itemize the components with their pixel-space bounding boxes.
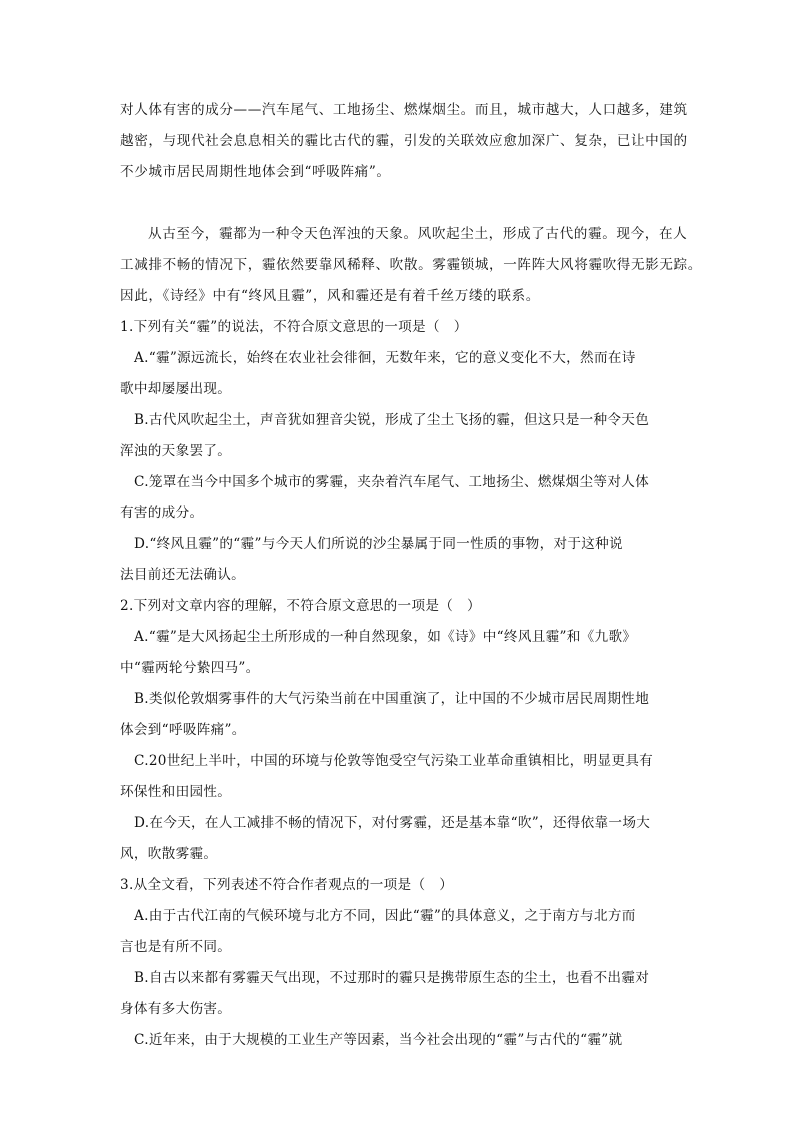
option-b-continued: 体会到“呼吸阵痛”。 <box>120 722 246 738</box>
option-a: A.“霾”源远流长，始终在农业社会徘徊，无数年来，它的意义变化不大，然而在诗 <box>134 350 636 366</box>
option-c: C.20世纪上半叶，中国的环境与伦敦等饱受空气污染工业革命重镇相比，明显更具有 <box>134 753 654 769</box>
option-d-continued: 风，吹散雾霾。 <box>120 846 218 862</box>
option-c-continued: 环保性和田园性。 <box>120 784 232 800</box>
option-b-continued: 浑浊的天象罢了。 <box>120 443 232 459</box>
passage-line: 从古至今，霾都为一种令天色浑浊的天象。风吹起尘土，形成了古代的霾。现今，在人 <box>148 226 688 242</box>
option-d: D.在今天，在人工减排不畅的情况下，对付雾霾，还是基本靠“吹”，还得依靠一场大 <box>134 815 651 831</box>
passage-line: 不少城市居民周期性地体会到“呼吸阵痛”。 <box>120 164 391 180</box>
option-c-continued: 有害的成分。 <box>120 505 204 521</box>
option-b: B.自古以来都有雾霾天气出现，不过那时的霾只是携带原生态的尘土，也看不出霾对 <box>134 970 650 986</box>
passage-line: 对人体有害的成分——汽车尾气、工地扬尘、燃煤烟尘。而且，城市越大，人口越多，建筑 <box>120 102 688 118</box>
option-a: A.“霾”是大风扬起尘土所形成的一种自然现象，如《诗》中“终风且霾”和《九歌》 <box>134 629 637 645</box>
option-a: A.由于古代江南的气候环境与北方不同，因此“霾”的具体意义，之于南方与北方而 <box>134 908 636 924</box>
option-a-continued: 歌中却屡屡出现。 <box>120 381 232 397</box>
option-d-continued: 法目前还无法确认。 <box>120 567 246 583</box>
passage-line: 因此，《诗经》中有“终风且霾”，风和霾还是有着千丝万缕的联系。 <box>120 288 540 304</box>
option-b: B.古代风吹起尘土，声音犹如狸音尖锐，形成了尘土飞扬的霾，但这只是一种令天色 <box>134 412 650 428</box>
option-c: C.笼罩在当今中国多个城市的雾霾，夹杂着汽车尾气、工地扬尘、燃煤烟尘等对人体 <box>134 474 650 490</box>
option-a-continued: 中“霾两轮兮絷四马”。 <box>120 660 260 676</box>
option-b: B.类似伦敦烟雾事件的大气污染当前在中国重演了，让中国的不少城市居民周期性地 <box>134 691 650 707</box>
question-stem: 1.下列有关“霾”的说法，不符合原文意思的一项是（ ） <box>120 319 468 335</box>
passage-line: 越密，与现代社会息息相关的霾比古代的霾，引发的关联效应愈加深广、复杂，已让中国的 <box>120 133 688 149</box>
option-b-continued: 身体有多大伤害。 <box>120 1001 232 1017</box>
question-stem: 2.下列对文章内容的理解，不符合原文意思的一项是（ ） <box>120 598 481 614</box>
option-c: C.近年来，由于大规模的工业生产等因素，当今社会出现的“霾”与古代的“霾”就 <box>134 1032 623 1048</box>
passage-line: 工减排不畅的情况下，霾依然要靠风稀释、吹散。雾霾锁城，一阵阵大风将霾吹得无影无踪。 <box>120 257 702 273</box>
question-stem: 3.从全文看，下列表述不符合作者观点的一项是（ ） <box>120 877 454 893</box>
option-a-continued: 言也是有所不同。 <box>120 939 232 955</box>
option-d: D.“终风且霾”的“霾”与今天人们所说的沙尘暴属于同一性质的事物，对于这种说 <box>134 536 623 552</box>
